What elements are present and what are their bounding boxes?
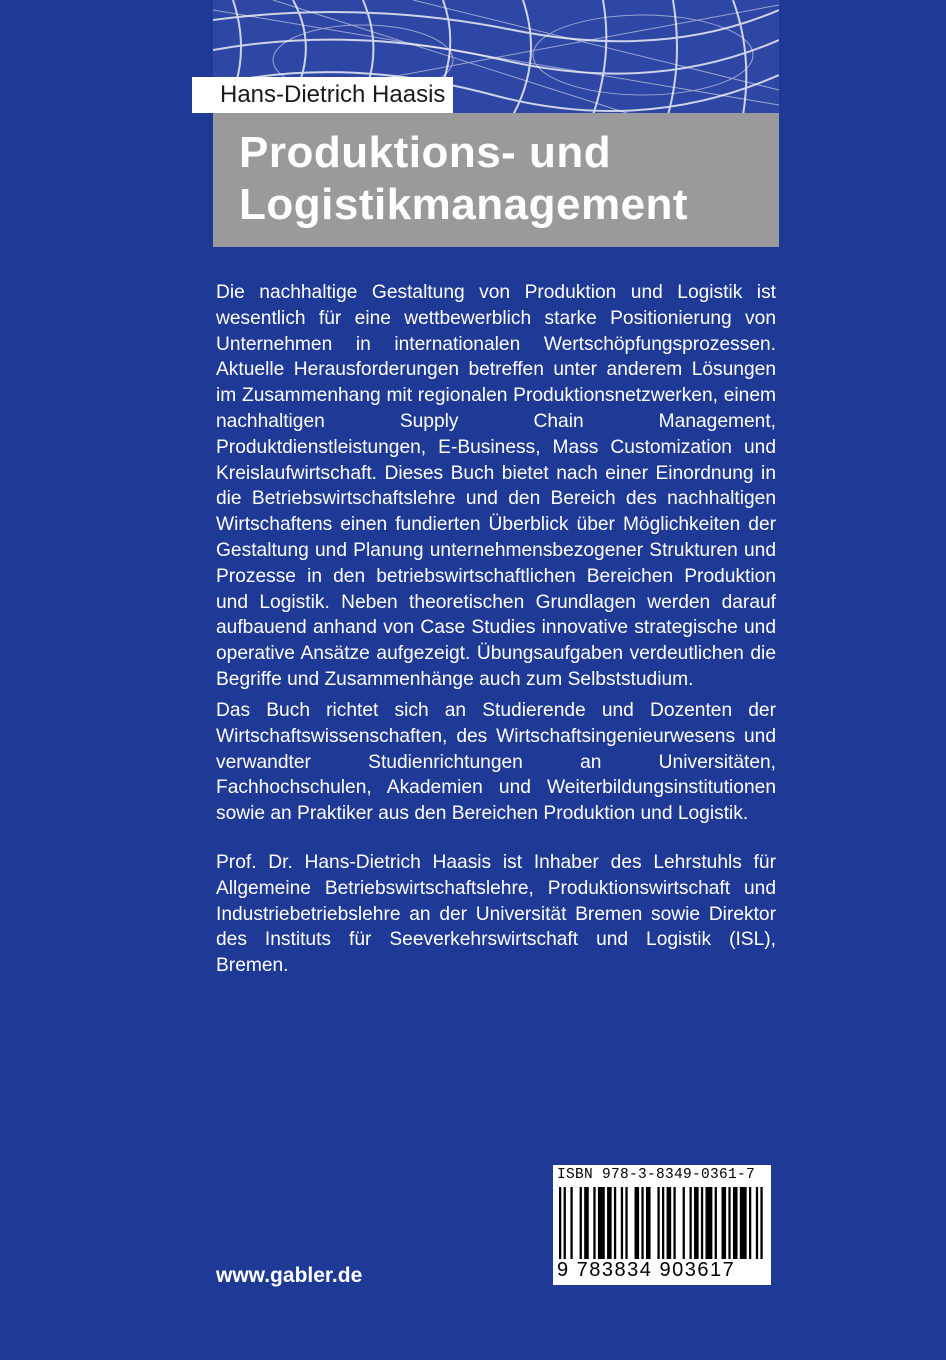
description-paragraph-1: Die nachhaltige Gestaltung von Produktion und Logistik ist wesentlich für eine wettbewerblich starke Positionierung von Unternehmen in internationalen Wertschöpfungsprozessen. Aktuelle Herausforderungen betreffen unter anderem Lösungen im Zusammenhang mit regionalen Produktionsnetzwerken, einem nachhaltigen Supply Chain Management, Produktdienstleistungen, E-Business, Mass Customization und Kreislaufwirtschaft. Dieses Buch bietet nach einer Einordnung in die Betriebswirtschaftslehre und den Bereich des nachhaltigen Wirtschaftens einen fundierten Überblick über Möglichkeiten der Gestaltung und Planung unternehmensbezogener Strukturen und Prozesse in den betriebswirtschaftlichen Bereichen Produktion und Logistik. Neben theoretischen Grundlagen werden darauf aufbauend anhand von Case Studies innovative strategische und operative Ansätze aufgezeigt. Übungsaufgaben verdeutlichen die Begriffe und Zusammenhänge auch zum Selbststudium. (216, 282, 776, 690)
author-name: Hans-Dietrich Haasis (192, 77, 453, 113)
ean-number: 9 783834 903617 (557, 1259, 736, 1281)
book-title-line-2: Logistikmanagement (239, 180, 689, 229)
author-bio-paragraph: Prof. Dr. Hans-Dietrich Haasis ist Inhaber des Lehrstuhls für Allgemeine Betriebswirtschaftslehre, Produktionswirtschaft und Industriebetriebslehre an der Universität Bremen sowie Direktor des Instituts für Seeverkehrswirtschaft und Logistik (ISL), Bremen. (216, 852, 776, 977)
isbn-barcode-box (553, 1165, 771, 1285)
isbn-number: ISBN 978-3-8349-0361-7 (557, 1167, 756, 1183)
title-box (213, 113, 779, 247)
book-title-line-1: Produktions- und (239, 128, 612, 177)
barcode-bars (559, 1187, 765, 1259)
publisher-website-link[interactable]: www.gabler.de (216, 1264, 363, 1287)
description-paragraph-2: Das Buch richtet sich an Studierende und Dozenten der Wirtschaftswissenschaften, des Wirtschaftsingenieurwesens und verwandter Studienrichtungen an Universitäten, Fachhochschulen, Akademien und Weiterbildungsinstitutionen sowie an Praktiker aus den Bereichen Produktion und Logistik. (216, 700, 776, 825)
